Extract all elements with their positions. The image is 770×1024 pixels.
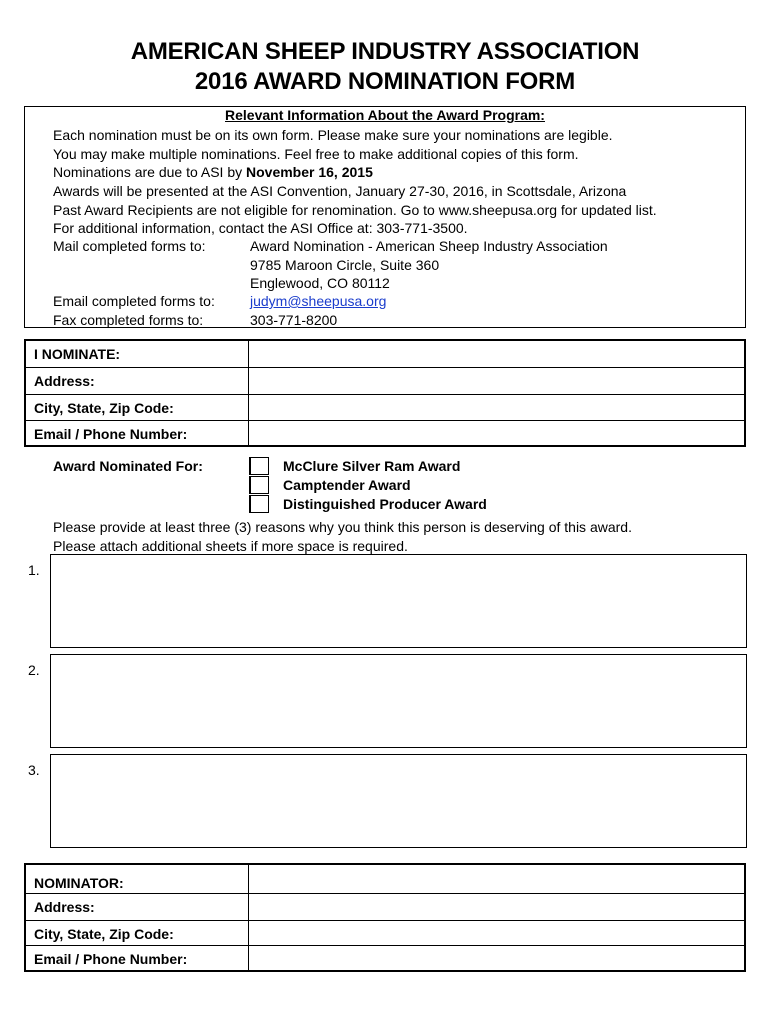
form-title-line1: AMERICAN SHEEP INDUSTRY ASSOCIATION [130, 38, 640, 65]
nominator-address-row [26, 893, 744, 919]
nominee-city-row [26, 394, 744, 420]
info-line-3-prefix: Nominations are due to ASI by [53, 164, 246, 180]
mail-address-line3: Englewood, CO 80112 [250, 275, 390, 291]
award-option-mcclure: McClure Silver Ram Award [283, 458, 461, 474]
checkbox-mcclure-silver-ram[interactable] [249, 457, 269, 475]
award-nominated-label: Award Nominated For: [53, 458, 203, 474]
info-line-1: Each nomination must be on its own form. Please make sure your nominations are legible. [53, 127, 613, 143]
reason-field-1[interactable] [50, 554, 747, 648]
nominee-row [26, 341, 744, 367]
checkbox-camptender[interactable] [249, 476, 269, 494]
nominee-label: I NOMINATE: [34, 346, 121, 362]
award-option-distinguished: Distinguished Producer Award [283, 496, 487, 512]
info-line-4: Awards will be presented at the ASI Convention, January 27-30, 2016, in Scottsdale, Arizona [53, 183, 627, 199]
reason-number-3: 3. [28, 762, 40, 778]
mail-label: Mail completed forms to: [53, 238, 206, 254]
info-line-2: You may make multiple nominations. Feel free to make additional copies of this form. [53, 146, 579, 162]
info-line-5: Past Award Recipients are not eligible for renomination. Go to www.sheepusa.org for updated list. [53, 202, 657, 218]
email-link[interactable]: judym@sheepusa.org [250, 293, 387, 309]
nominee-table [24, 339, 746, 447]
nominee-city-label: City, State, Zip Code: [34, 400, 174, 416]
nominee-address-row [26, 367, 744, 393]
fax-number: 303-771-8200 [250, 312, 338, 328]
nominator-contact-row [26, 945, 744, 971]
nominator-contact-label: Email / Phone Number: [34, 951, 188, 967]
info-heading: Relevant Information About the Award Program: [225, 107, 545, 123]
nominator-row [26, 865, 744, 891]
reasons-instruction-1: Please provide at least three (3) reasons why you think this person is deserving of this award. [53, 519, 632, 535]
reason-field-3[interactable] [50, 754, 747, 848]
award-option-camptender: Camptender Award [283, 477, 411, 493]
nominator-label: NOMINATOR: [34, 875, 124, 891]
nominee-address-label: Address: [34, 373, 95, 389]
info-line-3 [53, 163, 373, 181]
reason-number-1: 1. [28, 562, 40, 578]
nominator-city-row [26, 920, 744, 946]
nominator-address-label: Address: [34, 899, 95, 915]
reasons-instruction-2: Please attach additional sheets if more space is required. [53, 538, 408, 554]
reason-field-2[interactable] [50, 654, 747, 748]
mail-address-line2: 9785 Maroon Circle, Suite 360 [250, 257, 440, 273]
checkbox-distinguished-producer[interactable] [249, 495, 269, 513]
email-label: Email completed forms to: [53, 293, 215, 309]
nominator-city-label: City, State, Zip Code: [34, 926, 174, 942]
form-title-line2: 2016 AWARD NOMINATION FORM [194, 68, 576, 95]
mail-address-line1: Award Nomination - American Sheep Industry Association [250, 238, 608, 254]
email-container [250, 292, 386, 310]
info-line-6: For additional information, contact the ASI Office at: 303-771-3500. [53, 220, 468, 236]
nominator-table [24, 863, 746, 972]
nominee-contact-label: Email / Phone Number: [34, 426, 188, 442]
fax-label: Fax completed forms to: [53, 312, 204, 328]
nominee-contact-row [26, 420, 744, 446]
due-date: November 16, 2015 [246, 164, 373, 180]
reason-number-2: 2. [28, 662, 40, 678]
